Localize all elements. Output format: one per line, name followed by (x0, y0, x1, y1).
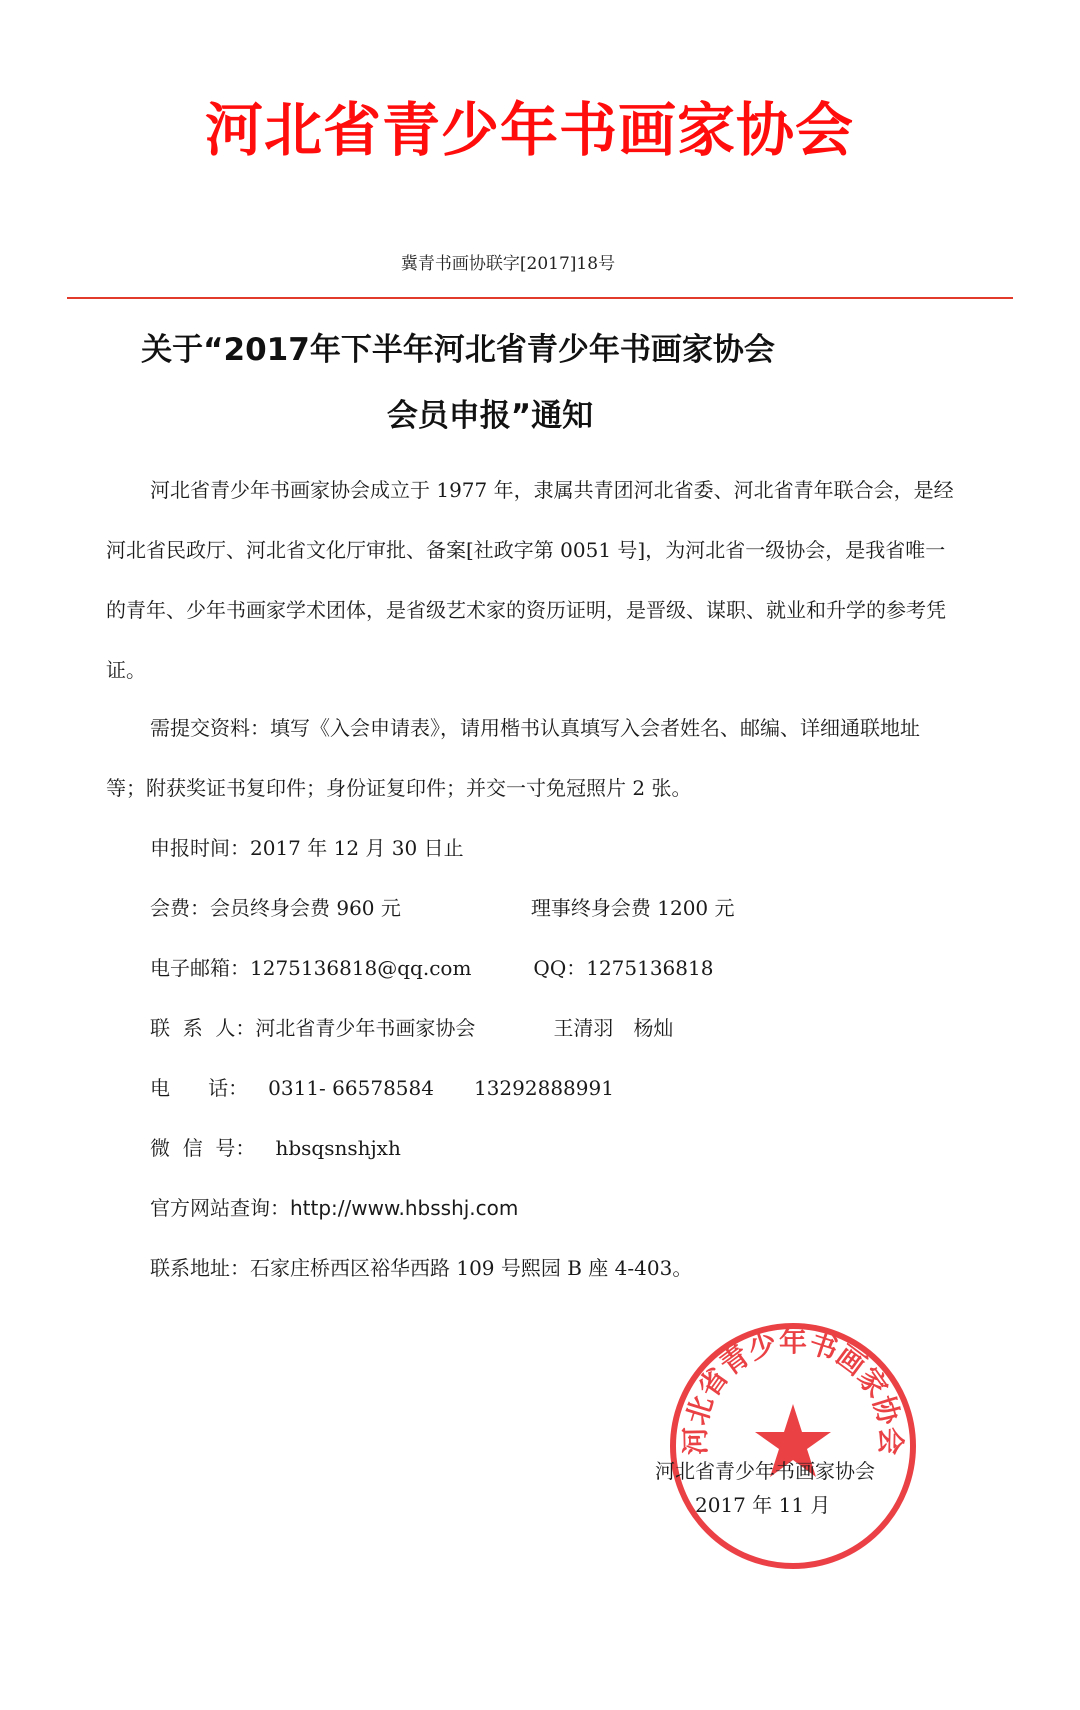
phone-label: 电 话： (150, 1076, 249, 1100)
official-seal-stamp (665, 1318, 921, 1574)
member-fee: 会费：会员终身会费 960 元 (150, 896, 401, 920)
contact-org: 联 系 人：河北省青少年书画家协会 (150, 1016, 476, 1040)
website-label: 官方网站查询： (150, 1196, 290, 1220)
address-line: 联系地址：石家庄桥西区裕华西路 109 号熙园 B 座 4-403。 (150, 1256, 693, 1280)
deadline-line: 申报时间：2017 年 12 月 30 日止 (150, 836, 464, 860)
phone-number-1: 0311- 66578584 (268, 1076, 434, 1100)
contact-line (150, 1013, 673, 1043)
director-fee: 理事终身会费 1200 元 (530, 896, 735, 920)
signature-date: 2017 年 11 月 (695, 1493, 831, 1517)
website-url[interactable]: http://www.hbsshj.com (290, 1196, 519, 1220)
wechat-line (150, 1133, 401, 1163)
intro-paragraph (106, 460, 954, 700)
requirements-paragraph (106, 698, 954, 818)
signature-org: 河北省青少年书画家协会 (655, 1459, 875, 1483)
notice-title-line-2: 会员申报”通知 (386, 398, 594, 434)
wechat-id: hbsqsnshjxh (275, 1136, 401, 1160)
website-line (150, 1193, 518, 1223)
document-number: 冀青书画协联字[2017]18号 (400, 254, 616, 274)
wechat-label: 微 信 号： (150, 1136, 256, 1160)
email-address: 电子邮箱：1275136818@qq.com (150, 956, 472, 980)
phone-number-2: 13292888991 (473, 1076, 614, 1100)
qq-number: QQ：1275136818 (533, 956, 714, 980)
seal-text: 河北省青少年书画家协会 (678, 1324, 908, 1456)
requirements-paragraph-text: 需提交资料：填写《入会申请表》，请用楷书认真填写入会者姓名、邮编、详细通联地址等；附获奖证书复印件；身份证复印件；并交一寸免冠照片 2 张。 (106, 716, 920, 800)
phone-line (150, 1073, 614, 1103)
contact-name-1: 王清羽 (553, 1016, 614, 1040)
email-line (150, 953, 713, 983)
intro-paragraph-text: 河北省青少年书画家协会成立于 1977 年，隶属共青团河北省委、河北省青年联合会，是经河北省民政厅、河北省文化厅审批、备案[社政字第 0051 号]，为河北省一级协会，是我省唯一的青年、少年书画家学术团体，是省级艺术家的资历证明，是晋级、谋职、就业和升学的参考凭证。 (106, 478, 954, 682)
fee-line (150, 893, 735, 923)
notice-title-line-1: 关于“2017年下半年河北省青少年书画家协会 (141, 332, 775, 368)
header-divider (67, 297, 1013, 299)
org-letterhead: 河北省青少年书画家协会 (205, 96, 855, 164)
contact-name-2: 杨灿 (633, 1016, 674, 1040)
